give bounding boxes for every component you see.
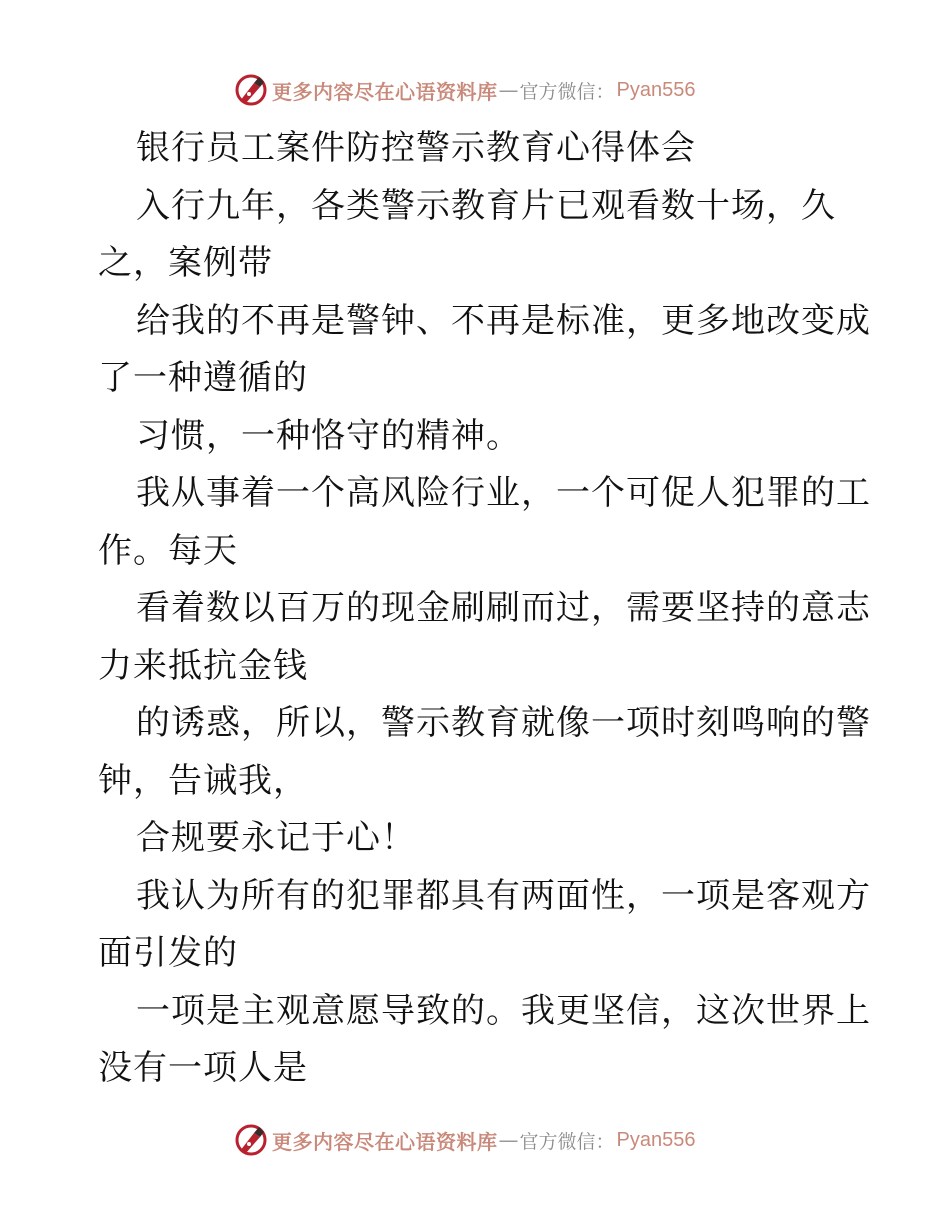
text-line: 我从事着一个高风险行业，一个可促人犯罪的工 [136, 473, 871, 513]
text-line: 入行九年，各类警示教育片已观看数十场，久 [136, 185, 836, 226]
header-watermark [234, 72, 695, 108]
text-line: 习惯，一种恪守的精神。 [136, 415, 521, 456]
text-line: 给我的不再是警钟、不再是标准，更多地改变成 [136, 300, 871, 341]
text-line: 我认为所有的犯罪都具有两面性，一项是客观方 [136, 875, 871, 916]
text-line: 合规要永记于心！ [136, 818, 416, 858]
watermark-separator: — [498, 1128, 519, 1152]
text-line: 没有一项人是 [98, 1048, 308, 1088]
document-body [98, 120, 871, 1098]
watermark-site-text: 更多内容尽在心语资料库 [272, 1129, 498, 1154]
watermark-wechat-id: Pyan556 [616, 1128, 696, 1151]
pen-nib-logo-icon [234, 1123, 268, 1157]
text-line: 看着数以百万的现金刷刷而过，需要坚持的意志 [136, 588, 871, 628]
text-line: 面引发的 [98, 933, 238, 973]
text-line: 作。每天 [98, 530, 238, 571]
watermark-wechat-label: 官方微信： [519, 1130, 615, 1153]
text-line: 的诱惑，所以，警示教育就像一项时刻鸣响的警 [136, 703, 871, 743]
text-line: 钟，告诫我， [98, 760, 308, 801]
watermark-wechat-label: 官方微信： [519, 80, 615, 103]
text-line: 之，案例带 [98, 243, 273, 283]
watermark-separator: — [498, 78, 519, 102]
document-title: 银行员工案件防控警示教育心得体会 [136, 128, 696, 168]
watermark-wechat-id: Pyan556 [616, 78, 696, 101]
text-line: 了一种遵循的 [98, 358, 308, 398]
watermark-site-text: 更多内容尽在心语资料库 [272, 79, 498, 104]
text-line: 力来抵抗金钱 [98, 645, 308, 686]
text-line: 一项是主观意愿导致的。我更坚信，这次世界上 [136, 990, 871, 1031]
pen-nib-logo-icon [234, 73, 268, 107]
footer-watermark [234, 1122, 695, 1158]
